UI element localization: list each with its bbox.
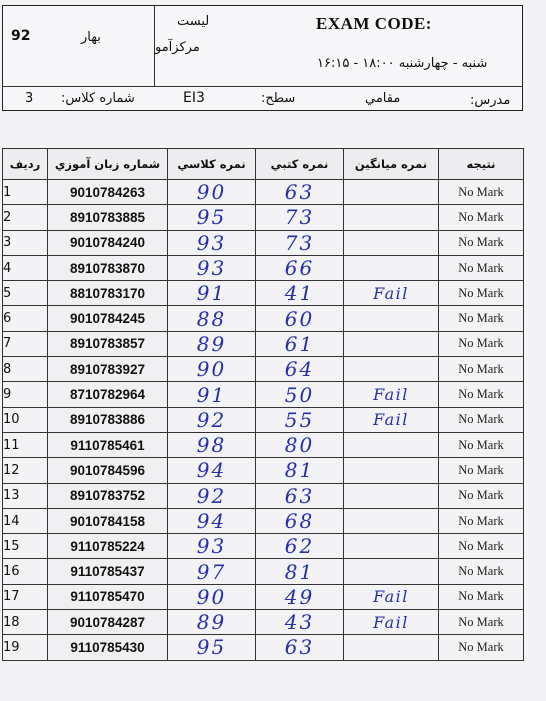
header-divider-horizontal [3, 86, 522, 87]
table-row [3, 281, 524, 306]
class-score-cell: 90 [168, 357, 256, 382]
teacher-label: مدرس: [470, 93, 511, 108]
written-score-cell: 62 [256, 534, 344, 559]
written-score-cell: 41 [256, 281, 344, 306]
student-id-cell: 8710782964 [48, 382, 168, 407]
student-id-cell: 9010784158 [48, 508, 168, 533]
result-cell: No Mark [439, 534, 524, 559]
written-score-cell: 80 [256, 432, 344, 457]
student-id-cell: 8810783170 [48, 281, 168, 306]
result-cell: No Mark [439, 281, 524, 306]
class-score-cell: 92 [168, 407, 256, 432]
average-score-cell: Fail [344, 281, 439, 306]
written-score-cell: 55 [256, 407, 344, 432]
result-cell: No Mark [439, 610, 524, 635]
table-row [3, 559, 524, 584]
written-score-cell: 66 [256, 255, 344, 280]
average-score-cell [344, 432, 439, 457]
written-score-cell: 68 [256, 508, 344, 533]
written-score-cell: 61 [256, 331, 344, 356]
class-score-cell: 92 [168, 483, 256, 508]
written-score-cell: 64 [256, 357, 344, 382]
average-score-cell: Fail [344, 407, 439, 432]
exam-code-label: EXAM CODE: [316, 14, 432, 33]
class-score-cell: 93 [168, 230, 256, 255]
col-header-average-score: نمره ميانگين [344, 149, 439, 180]
list-title: لیست [177, 14, 210, 29]
class-score-cell: 93 [168, 534, 256, 559]
teacher-name: مقامي [365, 91, 401, 106]
class-score-cell: 90 [168, 180, 256, 205]
student-id-cell: 8910783870 [48, 255, 168, 280]
col-header-class-score: نمره كلاسي [168, 149, 256, 180]
table-row [3, 306, 524, 331]
class-score-cell: 90 [168, 584, 256, 609]
average-score-cell [344, 306, 439, 331]
result-cell: No Mark [439, 432, 524, 457]
row-number-cell: 11 [3, 432, 48, 457]
table-row [3, 610, 524, 635]
average-score-cell [344, 331, 439, 356]
average-score-cell [344, 559, 439, 584]
term-name: بهار [81, 30, 101, 45]
class-score-cell: 94 [168, 508, 256, 533]
average-score-cell [344, 508, 439, 533]
average-score-cell [344, 255, 439, 280]
table-row [3, 635, 524, 660]
row-number-cell: 7 [3, 331, 48, 356]
class-number-label: شماره كلاس: [61, 91, 135, 106]
student-id-cell: 9010784240 [48, 230, 168, 255]
average-score-cell [344, 534, 439, 559]
class-score-cell: 95 [168, 205, 256, 230]
row-number-cell: 5 [3, 281, 48, 306]
written-score-cell: 81 [256, 559, 344, 584]
col-header-result: نتيجه [439, 149, 524, 180]
average-score-cell [344, 357, 439, 382]
col-header-student-id: شماره زبان آموزي [48, 149, 168, 180]
class-score-cell: 91 [168, 281, 256, 306]
student-id-cell: 8910783857 [48, 331, 168, 356]
written-score-cell: 50 [256, 382, 344, 407]
student-id-cell: 9010784263 [48, 180, 168, 205]
written-score-cell: 49 [256, 584, 344, 609]
student-id-cell: 9010784245 [48, 306, 168, 331]
written-score-cell: 43 [256, 610, 344, 635]
row-number-cell: 2 [3, 205, 48, 230]
student-id-cell: 9110785430 [48, 635, 168, 660]
result-cell: No Mark [439, 180, 524, 205]
written-score-cell: 63 [256, 483, 344, 508]
written-score-cell: 73 [256, 230, 344, 255]
class-number: 3 [25, 91, 34, 106]
result-cell: No Mark [439, 559, 524, 584]
row-number-cell: 18 [3, 610, 48, 635]
class-score-cell: 95 [168, 635, 256, 660]
table-row [3, 432, 524, 457]
result-cell: No Mark [439, 382, 524, 407]
student-id-cell: 9010784287 [48, 610, 168, 635]
row-number-cell: 3 [3, 230, 48, 255]
table-row [3, 230, 524, 255]
written-score-cell: 63 [256, 635, 344, 660]
average-score-cell: Fail [344, 382, 439, 407]
class-score-cell: 93 [168, 255, 256, 280]
col-header-written-score: نمره كتبي [256, 149, 344, 180]
result-cell: No Mark [439, 407, 524, 432]
student-id-cell: 9110785470 [48, 584, 168, 609]
row-number-cell: 10 [3, 407, 48, 432]
row-number-cell: 16 [3, 559, 48, 584]
table-row [3, 205, 524, 230]
written-score-cell: 73 [256, 205, 344, 230]
average-score-cell [344, 458, 439, 483]
student-id-cell: 8910783752 [48, 483, 168, 508]
class-score-cell: 89 [168, 610, 256, 635]
grades-table [2, 148, 524, 661]
row-number-cell: 8 [3, 357, 48, 382]
result-cell: No Mark [439, 255, 524, 280]
header-box [2, 5, 523, 111]
row-number-cell: 17 [3, 584, 48, 609]
table-row [3, 331, 524, 356]
student-id-cell: 8910783886 [48, 407, 168, 432]
table-row [3, 458, 524, 483]
result-cell: No Mark [439, 357, 524, 382]
row-number-cell: 14 [3, 508, 48, 533]
average-score-cell: Fail [344, 610, 439, 635]
center-name: مرکزآمو [155, 40, 200, 55]
result-cell: No Mark [439, 458, 524, 483]
row-number-cell: 4 [3, 255, 48, 280]
row-number-cell: 13 [3, 483, 48, 508]
table-row [3, 584, 524, 609]
table-row [3, 180, 524, 205]
class-score-cell: 88 [168, 306, 256, 331]
result-cell: No Mark [439, 483, 524, 508]
table-row [3, 255, 524, 280]
student-id-cell: 9110785461 [48, 432, 168, 457]
average-score-cell [344, 483, 439, 508]
class-score-cell: 89 [168, 331, 256, 356]
class-score-cell: 94 [168, 458, 256, 483]
student-id-cell: 9110785437 [48, 559, 168, 584]
table-row [3, 508, 524, 533]
table-body [3, 180, 524, 661]
row-number-cell: 12 [3, 458, 48, 483]
row-number-cell: 15 [3, 534, 48, 559]
row-number-cell: 19 [3, 635, 48, 660]
class-score-cell: 97 [168, 559, 256, 584]
row-number-cell: 1 [3, 180, 48, 205]
average-score-cell: Fail [344, 584, 439, 609]
table-row [3, 382, 524, 407]
term-number: 92 [11, 28, 31, 44]
row-number-cell: 9 [3, 382, 48, 407]
schedule-text: شنبه - چهارشنبه ۱۸:۰۰ - ۱۶:۱۵ [317, 56, 488, 71]
table-row [3, 483, 524, 508]
average-score-cell [344, 180, 439, 205]
table-row [3, 534, 524, 559]
table-row [3, 357, 524, 382]
student-id-cell: 9110785224 [48, 534, 168, 559]
col-header-row: رديف [3, 149, 48, 180]
result-cell: No Mark [439, 205, 524, 230]
result-cell: No Mark [439, 635, 524, 660]
written-score-cell: 81 [256, 458, 344, 483]
class-score-cell: 91 [168, 382, 256, 407]
level-value: EI3 [183, 90, 205, 106]
student-id-cell: 8910783927 [48, 357, 168, 382]
class-score-cell: 98 [168, 432, 256, 457]
average-score-cell [344, 635, 439, 660]
table-header-row [3, 149, 524, 180]
table-row [3, 407, 524, 432]
result-cell: No Mark [439, 584, 524, 609]
average-score-cell [344, 205, 439, 230]
student-id-cell: 9010784596 [48, 458, 168, 483]
result-cell: No Mark [439, 331, 524, 356]
student-id-cell: 8910783885 [48, 205, 168, 230]
row-number-cell: 6 [3, 306, 48, 331]
written-score-cell: 60 [256, 306, 344, 331]
written-score-cell: 63 [256, 180, 344, 205]
result-cell: No Mark [439, 230, 524, 255]
average-score-cell [344, 230, 439, 255]
level-label: سطح: [261, 91, 296, 106]
result-cell: No Mark [439, 306, 524, 331]
result-cell: No Mark [439, 508, 524, 533]
